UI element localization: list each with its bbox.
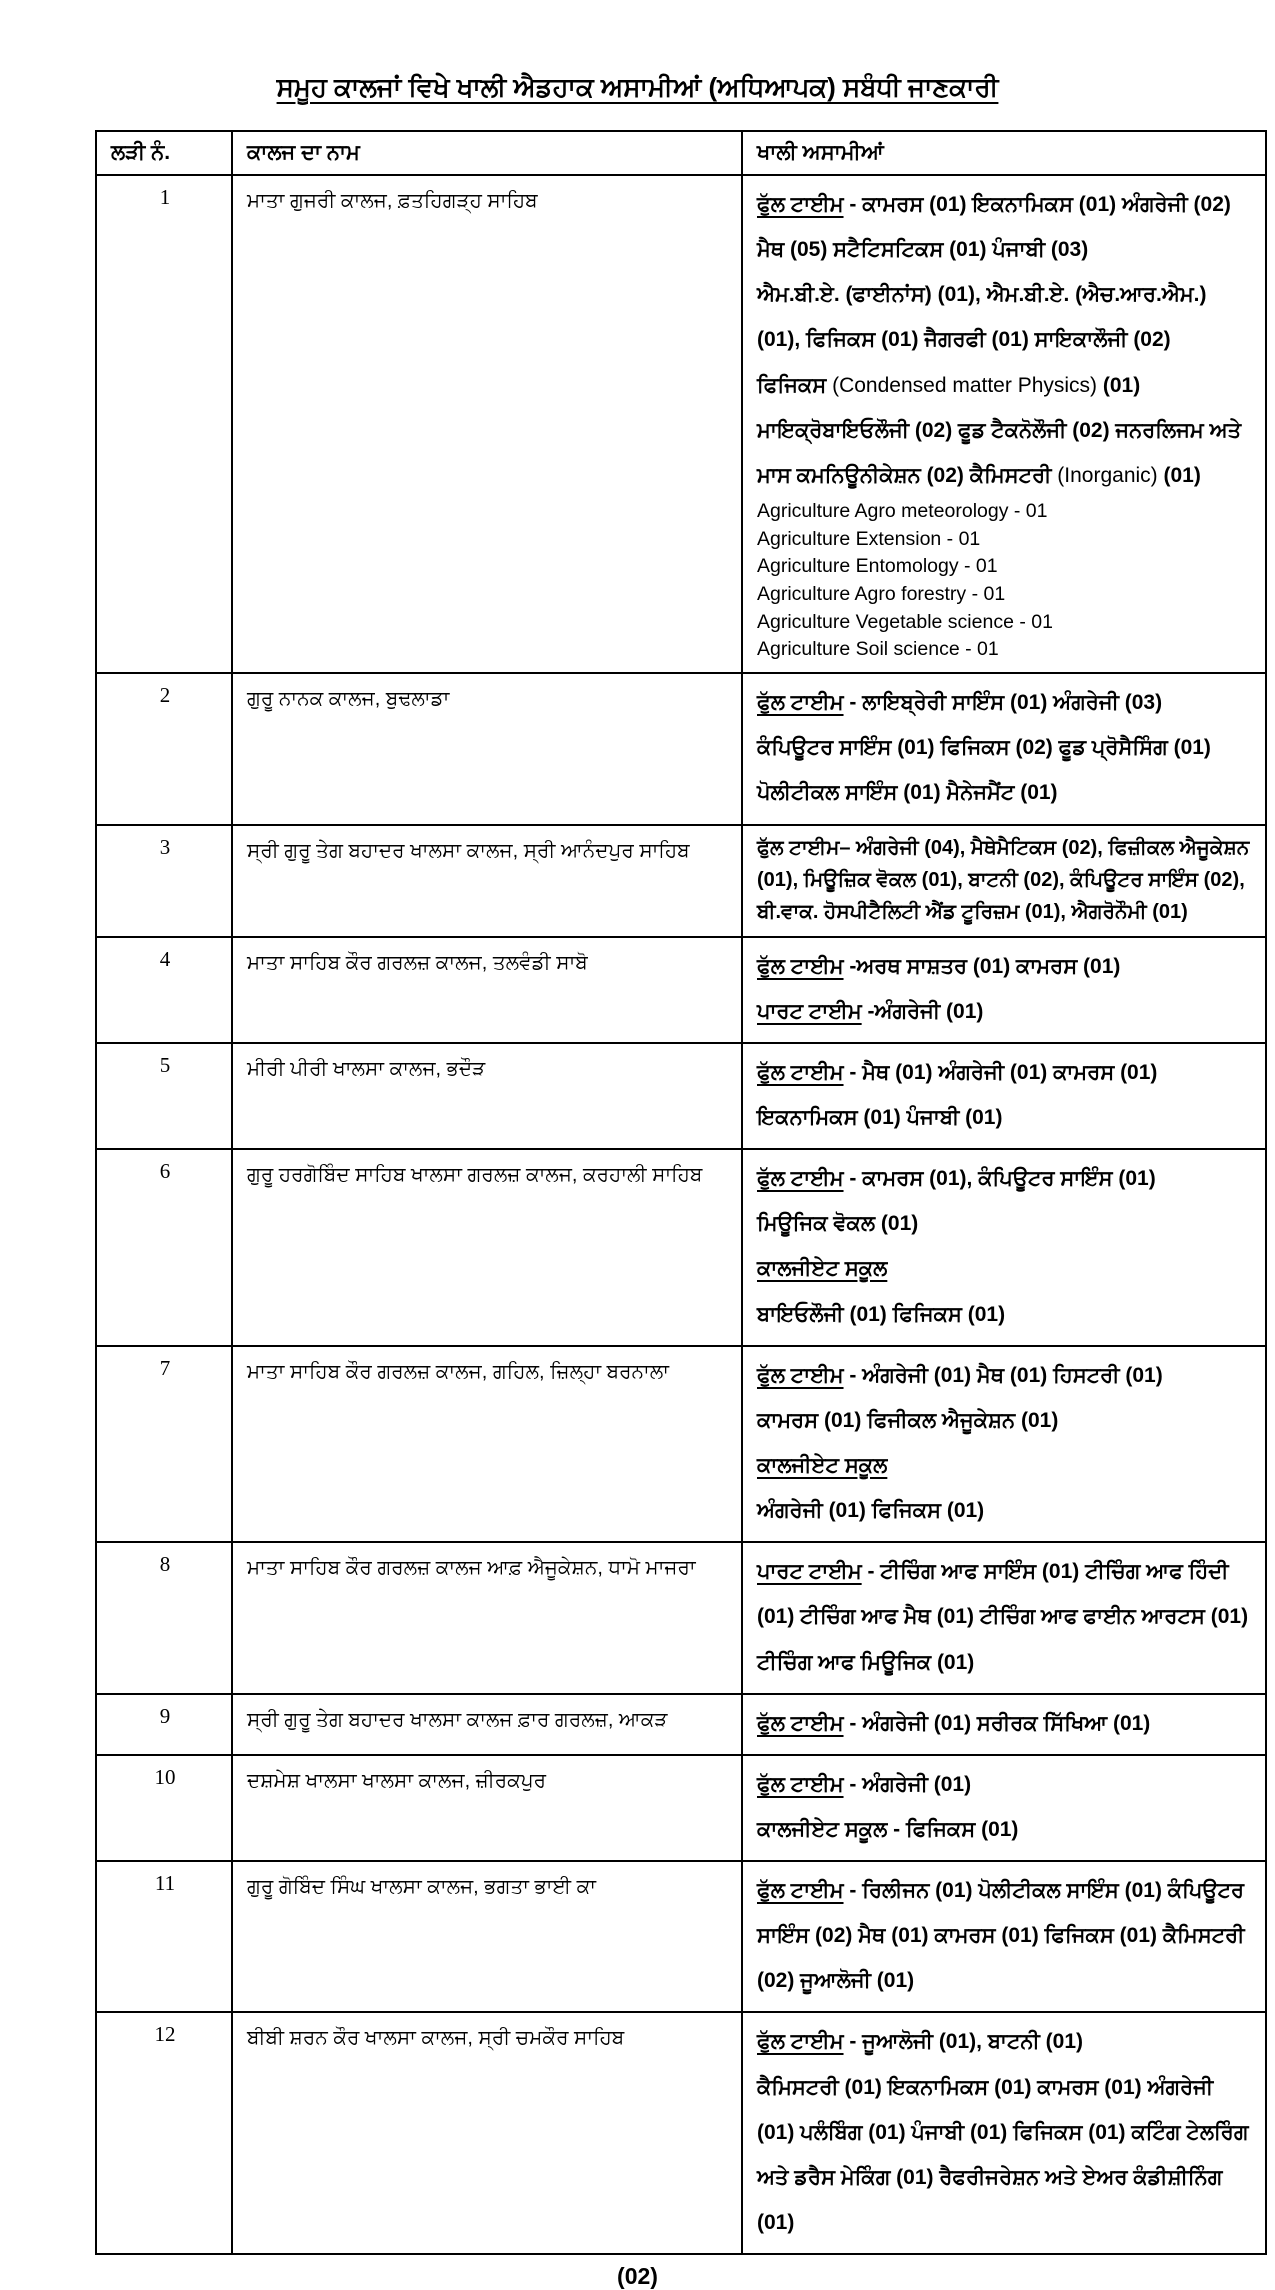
college-name-cell: ਗੁਰੂ ਗੋਬਿੰਦ ਸਿੰਘ ਖਾਲਸਾ ਕਾਲਜ, ਭਗਤਾ ਭਾਈ ਕਾ bbox=[232, 1861, 742, 2012]
vacancy-text-segment: ਫੁੱਲ ਟਾਈਮ bbox=[757, 1060, 844, 1084]
vacancies-table bbox=[95, 130, 1267, 2255]
vacancy-text-segment: ਮਾਇਕ੍ਰੋਬਾਇਓਲੌਜੀ (02) ਫੂਡ ਟੈਕਨੋਲੌਜੀ (02) ਜਨਰਲਿਜਮ ਅਤੇ ਮਾਸ ਕਮਨਿਊਨੀਕੇਸ਼ਨ (02) ਕੈਮਿਸਟਰੀ bbox=[757, 418, 1242, 487]
vacancies-cell bbox=[742, 1861, 1266, 2012]
table-row bbox=[96, 1346, 1266, 1543]
vacancy-text-segment: - ਕਾਮਰਸ (01) ਇਕਨਾਮਿਕਸ (01) ਅੰਗਰੇਜੀ (02) ਮੈਥ (05) ਸਟੈਟਿਸਟਿਕਸ (01) ਪੰਜਾਬੀ (03) bbox=[757, 193, 1231, 262]
vacancy-text-segment: - ਮੈਥ (01) ਅੰਗਰੇਜੀ (01) ਕਾਮਰਸ (01) ਇਕਨਾਮਿਕਸ (01) ਪੰਜਾਬੀ (01) bbox=[757, 1060, 1158, 1129]
serial-cell: 8 bbox=[96, 1542, 232, 1693]
vacancy-text-segment: Agriculture Soil science - 01 bbox=[757, 638, 999, 661]
serial-cell: 6 bbox=[96, 1149, 232, 1346]
vacancies-cell bbox=[742, 937, 1266, 1043]
vacancy-line bbox=[757, 1868, 1253, 2003]
vacancy-line bbox=[757, 363, 1253, 408]
college-name-cell: ਬੀਬੀ ਸ਼ਰਨ ਕੌਰ ਖਾਲਸਾ ਕਾਲਜ, ਸ੍ਰੀ ਚਮਕੌਰ ਸਾਹਿਬ bbox=[232, 2012, 742, 2254]
vacancy-text-segment: ਫੁੱਲ ਟਾਈਮ bbox=[757, 1772, 844, 1796]
vacancy-line bbox=[757, 272, 1253, 362]
vacancy-text-segment: - ਅੰਗਰੇਜੀ (01) ਸਰੀਰਕ ਸਿੱਖਿਆ (01) bbox=[843, 1711, 1151, 1735]
vacancy-text-segment: ਅੰਗਰੇਜੀ (01) ਫਿਜਿਕਸ (01) bbox=[757, 1499, 985, 1523]
college-name-cell: ਦਸ਼ਮੇਸ਼ ਖਾਲਸਾ ਖਾਲਸਾ ਕਾਲਜ, ਜ਼ੀਰਕਪੁਰ bbox=[232, 1755, 742, 1861]
vacancy-text-segment: ਪੋਲੀਟੀਕਲ ਸਾਇੰਸ (01) ਮੈਨੇਜਮੈਂਟ (01) bbox=[757, 781, 1058, 805]
table-row bbox=[96, 1542, 1266, 1693]
vacancy-text-segment: - ਜੂਆਲੋਜੀ (01), ਬਾਟਨੀ (01) bbox=[843, 2030, 1084, 2054]
vacancy-line bbox=[757, 1701, 1253, 1746]
vacancies-cell bbox=[742, 825, 1266, 937]
table-row bbox=[96, 175, 1266, 673]
table-row bbox=[96, 1755, 1266, 1861]
vacancies-cell bbox=[742, 673, 1266, 824]
table-row bbox=[96, 2012, 1266, 2254]
vacancies-cell bbox=[742, 1043, 1266, 1149]
college-name-cell: ਗੁਰੂ ਹਰਗੋਬਿੰਦ ਸਾਹਿਬ ਖਾਲਸਾ ਗਰਲਜ਼ ਕਾਲਜ, ਕਰਹਾਲੀ ਸਾਹਿਬ bbox=[232, 1149, 742, 1346]
vacancies-cell bbox=[742, 1149, 1266, 1346]
column-header-college: ਕਾਲਜ ਦਾ ਨਾਮ bbox=[232, 131, 742, 175]
vacancies-cell bbox=[742, 175, 1266, 673]
college-name-cell: ਸ੍ਰੀ ਗੁਰੂ ਤੇਗ ਬਹਾਦਰ ਖਾਲਸਾ ਕਾਲਜ ਫ਼ਾਰ ਗਰਲਜ਼, ਆਕੜ bbox=[232, 1694, 742, 1755]
page-number: (02) bbox=[617, 2263, 658, 2290]
vacancies-cell bbox=[742, 1346, 1266, 1543]
vacancy-text-segment: (01) bbox=[1097, 373, 1141, 397]
vacancy-text-segment: - ਕਾਮਰਸ (01), ਕੰਪਿਊਟਰ ਸਾਇੰਸ (01) bbox=[843, 1167, 1156, 1191]
vacancy-text-segment: ਫੁੱਲ ਟਾਈਮ bbox=[757, 193, 844, 216]
vacancy-line bbox=[757, 408, 1253, 498]
serial-cell: 2 bbox=[96, 673, 232, 824]
vacancy-text-segment: ਐਮ.ਬੀ.ਏ. (ਫਾਈਨਾਂਸ) (01), ਐਮ.ਬੀ.ਏ. (ਐਚ.ਆਰ.ਐਮ.) (01), ਫਿਜਿਕਸ (01) ਜੈਗਰਫੀ (01) ਸਾਇਕਾਲੌਜੀ (02) bbox=[757, 283, 1207, 352]
column-header-vacancies: ਖਾਲੀ ਅਸਾਮੀਆਂ bbox=[742, 131, 1266, 175]
serial-cell: 7 bbox=[96, 1346, 232, 1543]
college-name-cell: ਗੁਰੂ ਨਾਨਕ ਕਾਲਜ, ਬੁਢਲਾਡਾ bbox=[232, 673, 742, 824]
table-row bbox=[96, 1861, 1266, 2012]
vacancy-line bbox=[757, 725, 1253, 770]
vacancy-line bbox=[757, 1398, 1253, 1443]
serial-cell: 1 bbox=[96, 175, 232, 673]
serial-cell: 10 bbox=[96, 1755, 232, 1861]
serial-cell: 3 bbox=[96, 825, 232, 937]
vacancy-text-segment: - ਅੰਗਰੇਜੀ (01) bbox=[843, 1772, 972, 1796]
vacancy-text-segment: ਫੁੱਲ ਟਾਈਮ bbox=[757, 954, 844, 978]
table-row bbox=[96, 937, 1266, 1043]
college-name-cell: ਮਾਤਾ ਗੁਜਰੀ ਕਾਲਜ, ਫ਼ਤਹਿਗੜ੍ਹ ਸਾਹਿਬ bbox=[232, 175, 742, 673]
vacancy-line bbox=[757, 1353, 1253, 1398]
vacancy-line bbox=[757, 581, 1253, 609]
vacancy-text-segment: -ਅੰਗਰੇਜੀ (01) bbox=[861, 999, 984, 1023]
vacancy-text-segment: -ਅਰਥ ਸਾਸ਼ਤਰ (01) ਕਾਮਰਸ (01) bbox=[843, 954, 1121, 978]
vacancy-text-segment: ਪਾਰਟ ਟਾਈਮ bbox=[757, 1560, 862, 1584]
vacancy-text-segment: ਫੁੱਲ ਟਾਈਮ bbox=[757, 1167, 844, 1191]
vacancy-line bbox=[757, 1201, 1253, 1246]
vacancy-text-segment: ਫੁੱਲ ਟਾਈਮ bbox=[757, 1711, 844, 1735]
vacancy-line bbox=[757, 1050, 1253, 1140]
vacancy-line bbox=[757, 680, 1253, 725]
page-title: ਸਮੂਹ ਕਾਲਜਾਂ ਵਿਖੇ ਖਾਲੀ ਐਡਹਾਕ ਅਸਾਮੀਆਂ (ਅਧਿਆਪਕ) ਸਬੰਧੀ ਜਾਣਕਾਰੀ bbox=[276, 72, 999, 102]
table-row bbox=[96, 1043, 1266, 1149]
vacancy-text-segment: - ਅੰਗਰੇਜੀ (01) ਮੈਥ (01) ਹਿਸਟਰੀ (01) bbox=[843, 1363, 1163, 1387]
vacancy-text-segment: ਫਿਜਿਕਸ bbox=[757, 373, 833, 397]
vacancies-cell bbox=[742, 1694, 1266, 1755]
vacancy-text-segment: ਕੈਮਿਸਟਰੀ (01) ਇਕਨਾਮਿਕਸ (01) ਕਾਮਰਸ (01) ਅੰਗਰੇਜੀ (01) ਪਲੰਬਿੰਗ (01) ਪੰਜਾਬੀ (01) ਫਿਜਿਕਸ (01) ਕਟਿੰਗ ਟੇਲਰਿੰਗ ਅਤੇ ਡਰੈਸ ਮੇਕਿੰਗ (01) ਰੈਫਰੀਜਰੇਸ਼ਨ ਅਤੇ ਏਅਰ ਕੰਡੀਸ਼ੀਨਿੰਗ (01) bbox=[757, 2075, 1249, 2235]
table-row bbox=[96, 1149, 1266, 1346]
vacancy-text-segment: ਬਾਇਓਲੌਜੀ (01) ਫਿਜਿਕਸ (01) bbox=[757, 1302, 1006, 1326]
vacancy-line bbox=[757, 526, 1253, 554]
vacancies-cell bbox=[742, 1542, 1266, 1693]
vacancy-line bbox=[757, 1549, 1253, 1684]
vacancy-line bbox=[757, 182, 1253, 272]
vacancy-line bbox=[757, 2065, 1253, 2246]
vacancy-text-segment: Agriculture Entomology - 01 bbox=[757, 555, 998, 578]
college-name-cell: ਮਾਤਾ ਸਾਹਿਬ ਕੌਰ ਗਰਲਜ਼ ਕਾਲਜ ਆਫ਼ ਐਜੂਕੇਸ਼ਨ, ਧਾਮੋ ਮਾਜਰਾ bbox=[232, 1542, 742, 1693]
vacancy-text-segment: ਮਿਊਜਿਕ ਵੋਕਲ (01) bbox=[757, 1212, 919, 1236]
vacancy-line bbox=[757, 770, 1253, 815]
college-name-cell: ਮੀਰੀ ਪੀਰੀ ਖਾਲਸਾ ਕਾਲਜ, ਭਦੌੜ bbox=[232, 1043, 742, 1149]
vacancy-line bbox=[757, 1156, 1253, 1201]
vacancy-line bbox=[757, 609, 1253, 637]
vacancy-line bbox=[757, 1488, 1253, 1533]
vacancy-text-segment: (01) bbox=[1157, 463, 1201, 487]
vacancy-text-segment: - ਰਿਲੀਜਨ (01) ਪੋਲੀਟੀਕਲ ਸਾਇੰਸ (01) ਕੰਪਿਊਟਰ ਸਾਇੰਸ (02) ਮੈਥ (01) ਕਾਮਰਸ (01) ਫਿਜਿਕਸ (01) ਕੈਮਿਸਟਰੀ (02) ਜੂਆਲੋਜੀ (01) bbox=[757, 1879, 1245, 1993]
column-header-serial: ਲੜੀ ਨੰ. bbox=[96, 131, 232, 175]
vacancy-line bbox=[757, 1762, 1253, 1807]
vacancy-text-segment: ਕੰਪਿਊਟਰ ਸਾਇੰਸ (01) ਫਿਜਿਕਸ (02) ਫੂਡ ਪ੍ਰੋਸੈਸਿੰਗ (01) bbox=[757, 736, 1211, 760]
vacancy-line bbox=[757, 1246, 1253, 1291]
vacancy-text-segment: ਕਾਮਰਸ (01) ਫਿਜੀਕਲ ਐਜੂਕੇਸ਼ਨ (01) bbox=[757, 1408, 1059, 1432]
vacancy-line bbox=[757, 1292, 1253, 1337]
serial-cell: 5 bbox=[96, 1043, 232, 1149]
table-row bbox=[96, 825, 1266, 937]
vacancy-text-segment: ਕਾਲਜੀਏਟ ਸਕੂਲ bbox=[757, 1453, 888, 1477]
vacancy-text-segment: ਫੁੱਲ ਟਾਈਮ bbox=[757, 2030, 844, 2054]
vacancy-text-segment: Agriculture Agro meteorology - 01 bbox=[757, 499, 1048, 522]
vacancy-text-segment: - ਟੀਚਿੰਗ ਆਫ ਸਾਇੰਸ (01) ਟੀਚਿੰਗ ਆਫ ਹਿੰਦੀ (01) ਟੀਚਿੰਗ ਆਫ ਮੈਥ (01) ਟੀਚਿੰਗ ਆਫ ਫਾਈਨ ਆਰਟਸ (01) ਟੀਚਿੰਗ ਆਫ ਮਿਊਜਿਕ (01) bbox=[757, 1560, 1249, 1674]
vacancy-line bbox=[757, 1443, 1253, 1488]
vacancy-text-segment: Agriculture Extension - 01 bbox=[757, 527, 981, 550]
vacancy-line bbox=[757, 944, 1253, 989]
college-name-cell: ਮਾਤਾ ਸਾਹਿਬ ਕੌਰ ਗਰਲਜ਼ ਕਾਲਜ, ਗਹਿਲ, ਜ਼ਿਲ੍ਹਾ ਬਰਨਾਲਾ bbox=[232, 1346, 742, 1543]
vacancies-cell bbox=[742, 2012, 1266, 2254]
vacancy-text-segment: (Inorganic) bbox=[1057, 463, 1158, 487]
header-row bbox=[96, 131, 1266, 175]
vacancy-line bbox=[757, 1807, 1253, 1852]
vacancy-text-segment: ਫੁੱਲ ਟਾਈਮ bbox=[757, 691, 844, 715]
vacancy-text-segment: ਫੁੱਲ ਟਾਈਮ bbox=[757, 1363, 844, 1387]
vacancy-text-segment: ਪਾਰਟ ਟਾਈਮ bbox=[757, 999, 862, 1023]
vacancy-line bbox=[757, 832, 1253, 928]
serial-cell: 11 bbox=[96, 1861, 232, 2012]
vacancies-cell bbox=[742, 1755, 1266, 1861]
vacancy-text-segment: ਫੁੱਲ ਟਾਈਮ– ਅੰਗਰੇਜੀ (04), ਮੈਥੇਮੈਟਿਕਸ (02), ਫਿਜ਼ੀਕਲ ਐਜੂਕੇਸ਼ਨ (01), ਮਿਊਜ਼ਿਕ ਵੋਕਲ (01), ਬਾਟਨੀ (02), ਕੰਪਿਊਟਰ ਸਾਇੰਸ (02), ਬੀ.ਵਾਕ. ਹੋਸਪੀਟੈਲਿਟੀ ਐਂਡ ਟੂਰਿਜ਼ਮ (01), ਐਗਰੋਨੌਮੀ (01) bbox=[757, 836, 1250, 923]
vacancy-line bbox=[757, 498, 1253, 526]
college-name-cell: ਸ੍ਰੀ ਗੁਰੂ ਤੇਗ ਬਹਾਦਰ ਖਾਲਸਾ ਕਾਲਜ, ਸ੍ਰੀ ਆਨੰਦਪੁਰ ਸਾਹਿਬ bbox=[232, 825, 742, 937]
vacancy-text-segment: (Condensed matter Physics) bbox=[832, 373, 1098, 397]
table-row bbox=[96, 1694, 1266, 1755]
serial-cell: 4 bbox=[96, 937, 232, 1043]
vacancy-text-segment: Agriculture Agro forestry - 01 bbox=[757, 583, 1006, 606]
vacancy-text-segment: ਕਾਲਜੀਏਟ ਸਕੂਲ - ਫਿਜਿਕਸ (01) bbox=[757, 1817, 1019, 1841]
vacancy-text-segment: Agriculture Vegetable science - 01 bbox=[757, 610, 1053, 633]
vacancy-line bbox=[757, 553, 1253, 581]
vacancy-line bbox=[757, 2019, 1253, 2064]
vacancy-text-segment: ਕਾਲਜੀਏਟ ਸਕੂਲ bbox=[757, 1257, 888, 1281]
vacancy-text-segment: ਫੁੱਲ ਟਾਈਮ bbox=[757, 1879, 844, 1903]
vacancy-line bbox=[757, 989, 1253, 1034]
vacancy-line bbox=[757, 636, 1253, 664]
vacancy-text-segment: - ਲਾਇਬ੍ਰੇਰੀ ਸਾਇੰਸ (01) ਅੰਗਰੇਜੀ (03) bbox=[843, 691, 1163, 715]
table-row bbox=[96, 673, 1266, 824]
serial-cell: 9 bbox=[96, 1694, 232, 1755]
serial-cell: 12 bbox=[96, 2012, 232, 2254]
college-name-cell: ਮਾਤਾ ਸਾਹਿਬ ਕੌਰ ਗਰਲਜ਼ ਕਾਲਜ, ਤਲਵੰਡੀ ਸਾਬੋ bbox=[232, 937, 742, 1043]
